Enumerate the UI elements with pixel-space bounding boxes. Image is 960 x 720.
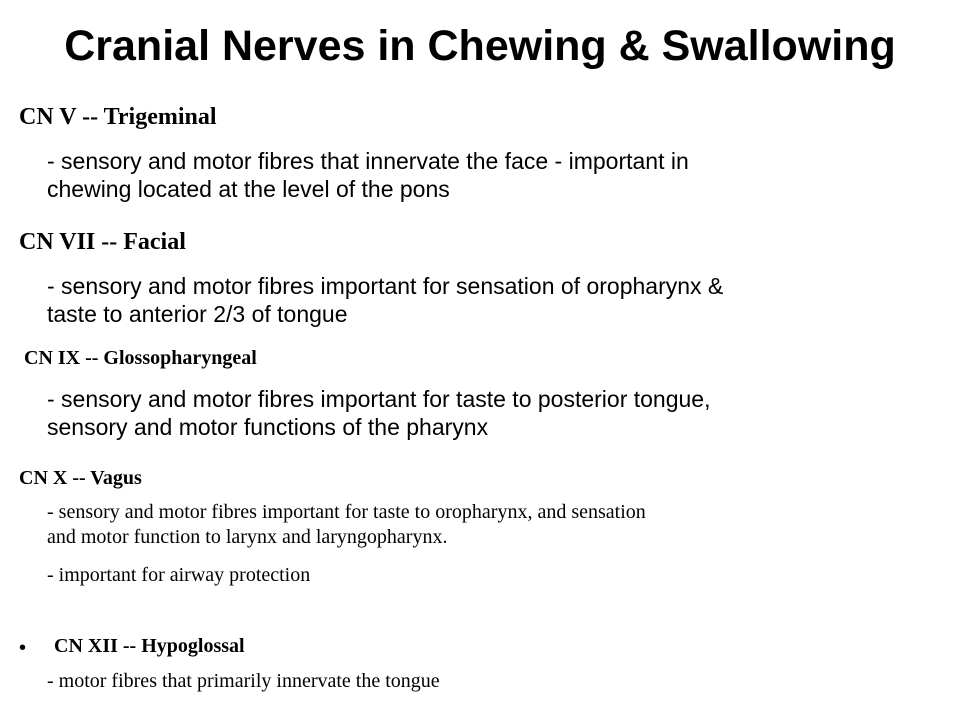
section-body-trigeminal (47, 147, 689, 203)
body-line: chewing located at the level of the pons (47, 176, 450, 202)
section-body-glossopharyngeal (47, 385, 711, 441)
body-line: - sensory and motor fibres that innervate the face - important in (47, 148, 689, 174)
body-line: sensory and motor functions of the pharynx (47, 414, 489, 440)
section-body-hypoglossal (47, 669, 440, 694)
section-heading-vagus: CN X -- Vagus (19, 467, 142, 489)
section-body-facial (47, 272, 723, 328)
section-extra-vagus: - important for airway protection (47, 564, 311, 586)
body-line: and motor function to larynx and laryngopharynx. (47, 526, 448, 548)
body-line: - sensory and motor fibres important for sensation of oropharynx & (47, 273, 724, 299)
bullet-marker: • (19, 637, 27, 659)
section-heading-hypoglossal: CN XII -- Hypoglossal (54, 635, 245, 657)
body-line: - sensory and motor fibres important for taste to posterior tongue, (47, 386, 711, 412)
section-heading-facial: CN VII -- Facial (19, 229, 186, 255)
section-body-vagus (47, 500, 646, 550)
body-line: - motor fibres that primarily innervate the tongue (47, 670, 440, 692)
body-line: - sensory and motor fibres important for taste to oropharynx, and sensation (47, 501, 646, 523)
slide-title: Cranial Nerves in Chewing & Swallowing (64, 22, 896, 70)
section-heading-trigeminal: CN V -- Trigeminal (19, 104, 217, 130)
body-line: taste to anterior 2/3 of tongue (47, 301, 348, 327)
section-heading-glossopharyngeal: CN IX -- Glossopharyngeal (24, 347, 257, 369)
